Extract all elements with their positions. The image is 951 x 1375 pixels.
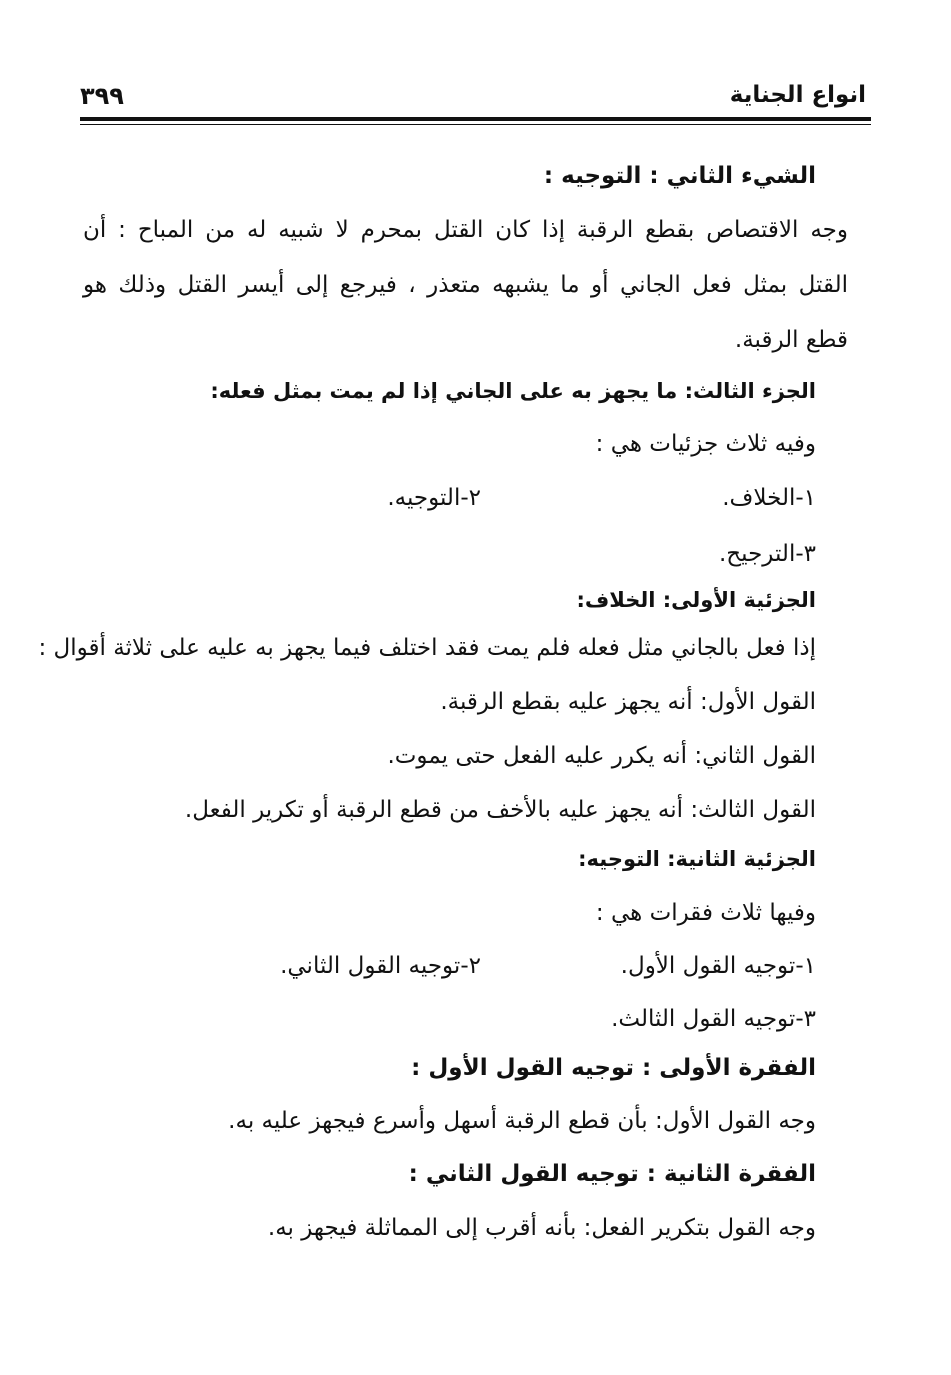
paragraph-line: القتل بمثل فعل الجاني أو ما يشبهه متعذر ، فيرجع إلى أيسر القتل وذلك هو [83, 272, 848, 298]
page-number: ٣٩٩ [80, 82, 124, 110]
paragraph-line: القول الأول: أنه يجهز عليه بقطع الرقبة. [440, 689, 816, 715]
running-header [80, 82, 866, 112]
paragraph-line: القول الثاني: أنه يكرر عليه الفعل حتى يموت. [387, 743, 816, 769]
chapter-title: انواع الجناية [729, 82, 866, 108]
list-item: ١-توجيه القول الأول. [620, 953, 816, 979]
paragraph-line: القول الثالث: أنه يجهز عليه بالأخف من قطع الرقبة أو تكرير الفعل. [184, 797, 816, 823]
subpart-heading: الجزئية الأولى: الخلاف: [576, 588, 816, 612]
list-item: ٣-الترجيح. [718, 541, 816, 567]
list-item: ٣-توجيه القول الثالث. [611, 1006, 816, 1032]
list-item: ١-الخلاف. [722, 485, 816, 511]
subpart-heading: الجزئية الثانية: التوجيه: [578, 847, 816, 871]
header-rule-thick [80, 117, 871, 121]
paragraph-heading: الفقرة الثانية : توجيه القول الثاني : [408, 1161, 816, 1187]
part-heading: الجزء الثالث: ما يجهز به على الجاني إذا لم يمت بمثل فعله: [210, 379, 816, 403]
paragraph-line: وجه القول الأول: بأن قطع الرقبة أسهل وأسرع فيجهز عليه به. [228, 1108, 816, 1134]
paragraph-line: وفيه ثلاث جزئيات هي : [595, 431, 816, 457]
paragraph-line: قطع الرقبة. [734, 327, 848, 353]
paragraph-heading: الفقرة الأولى : توجيه القول الأول : [411, 1055, 816, 1081]
list-item: ٢-التوجيه. [387, 485, 481, 511]
paragraph-line: وجه الاقتصاص بقطع الرقبة إذا كان القتل بمحرم لا شبيه له من المباح : أن [83, 217, 848, 243]
list-item: ٢-توجيه القول الثاني. [280, 953, 481, 979]
header-rule-thin [80, 124, 871, 125]
paragraph-line: إذا فعل بالجاني مثل فعله فلم يمت فقد اختلف فيما يجهز به عليه على ثلاثة أقوال : [38, 635, 816, 661]
paragraph-line: وفيها ثلاث فقرات هي : [595, 900, 816, 926]
paragraph-line: وجه القول بتكرير الفعل: بأنه أقرب إلى المماثلة فيجهز به. [267, 1215, 816, 1241]
section-heading: الشيء الثاني : التوجيه : [543, 163, 816, 189]
